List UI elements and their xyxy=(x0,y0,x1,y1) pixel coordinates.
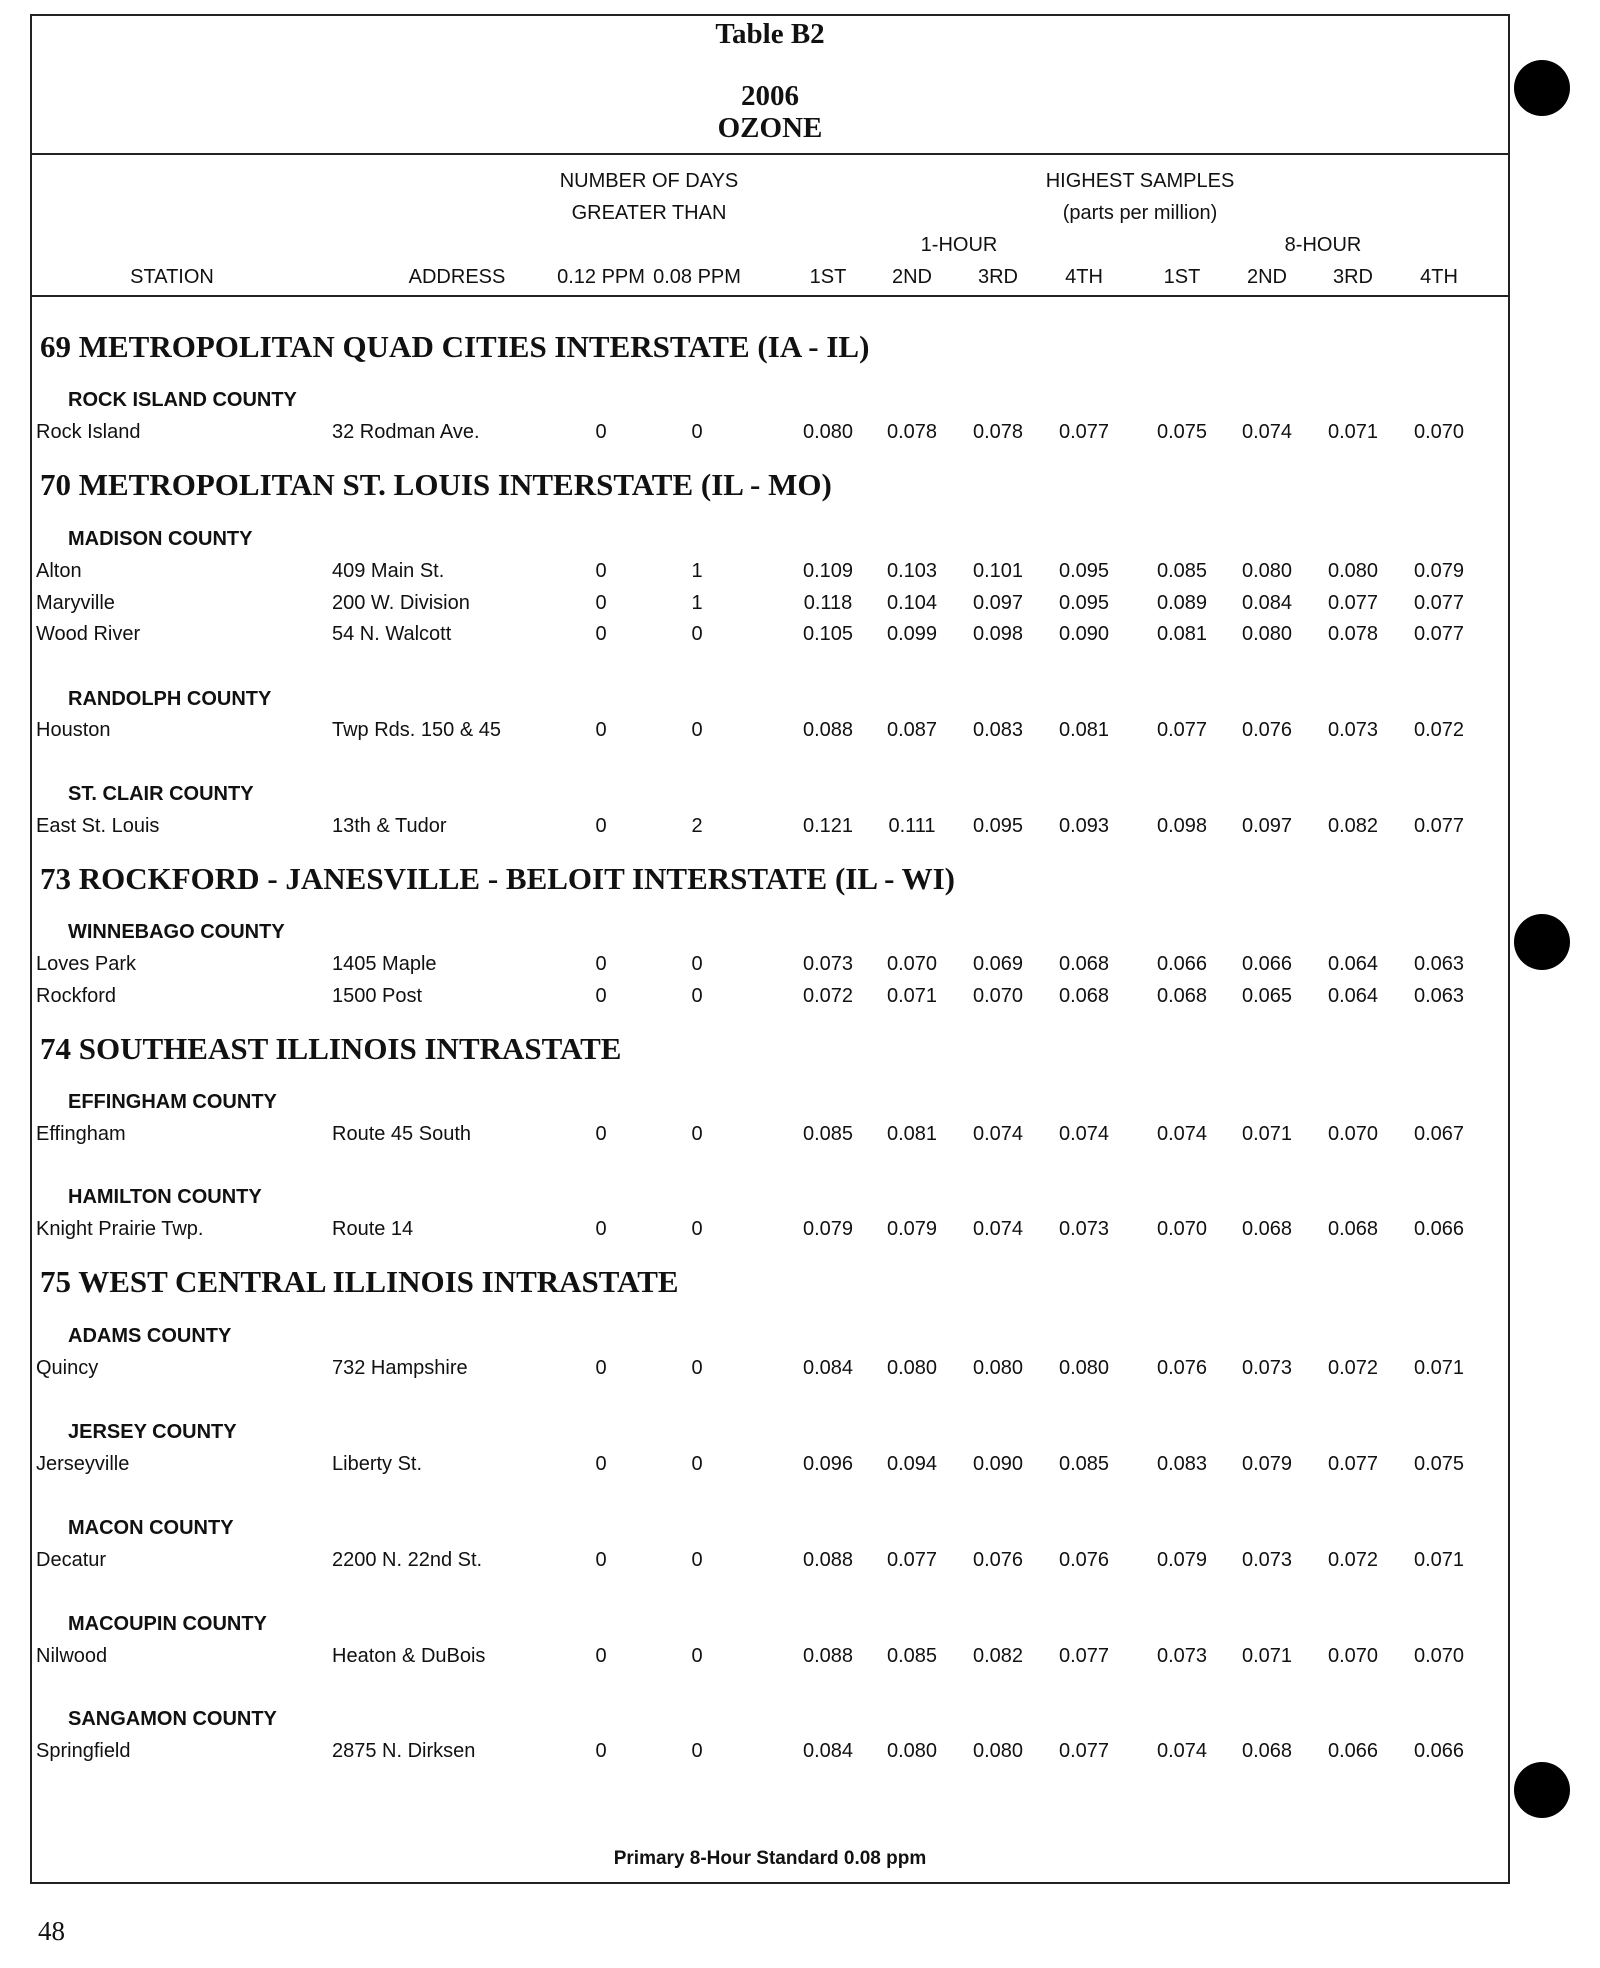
column-headers xyxy=(32,155,1508,297)
h1-1st-cell: 0.088 xyxy=(802,1549,854,1571)
h8-3rd-cell: 0.066 xyxy=(1327,1740,1379,1762)
station-cell: Decatur xyxy=(36,1549,107,1571)
table-row xyxy=(32,623,1508,649)
days-over-008-cell: 0 xyxy=(691,719,703,741)
h8-4th-header: 4TH xyxy=(1420,266,1458,288)
h1-2nd-cell: 0.104 xyxy=(886,592,938,614)
table-row xyxy=(32,560,1508,586)
h8-4th-cell: 0.071 xyxy=(1413,1549,1465,1571)
h8-4th-cell: 0.077 xyxy=(1413,623,1465,645)
h8-3rd-cell: 0.077 xyxy=(1327,1453,1379,1475)
h1-3rd-header: 3RD xyxy=(977,266,1019,288)
h1-1st-cell: 0.088 xyxy=(802,719,854,741)
h8-2nd-cell: 0.066 xyxy=(1241,953,1293,975)
address-cell: 13th & Tudor xyxy=(332,815,447,837)
h8-2nd-cell: 0.068 xyxy=(1241,1218,1293,1240)
station-cell: Alton xyxy=(36,560,82,582)
h8-3rd-cell: 0.068 xyxy=(1327,1218,1379,1240)
h1-4th-cell: 0.081 xyxy=(1058,719,1110,741)
address-cell: 200 W. Division xyxy=(332,592,470,614)
address-cell: 2200 N. 22nd St. xyxy=(332,1549,483,1571)
h1-3rd-cell: 0.070 xyxy=(972,985,1024,1007)
days-over-008-cell: 0 xyxy=(691,1645,703,1667)
table-row xyxy=(32,719,1508,745)
h1-2nd-cell: 0.111 xyxy=(888,815,936,837)
address-cell: 732 Hampshire xyxy=(332,1357,468,1379)
h8-4th-cell: 0.067 xyxy=(1413,1123,1465,1145)
h8-4th-cell: 0.077 xyxy=(1413,592,1465,614)
h1-2nd-cell: 0.085 xyxy=(886,1645,938,1667)
h1-3rd-cell: 0.097 xyxy=(972,592,1024,614)
h1-2nd-cell: 0.078 xyxy=(886,421,938,443)
h8-1st-cell: 0.079 xyxy=(1156,1549,1208,1571)
station-cell: Rock Island xyxy=(36,421,141,443)
h8-2nd-header: 2ND xyxy=(1246,266,1288,288)
days-over-012-cell: 0 xyxy=(595,1740,607,1762)
h8-4th-cell: 0.066 xyxy=(1413,1218,1465,1240)
table-row xyxy=(32,1740,1508,1766)
days-over-008-cell: 0 xyxy=(691,1549,703,1571)
days-over-008-cell: 1 xyxy=(691,592,703,614)
h8-2nd-cell: 0.071 xyxy=(1241,1645,1293,1667)
days-over-008-cell: 0 xyxy=(691,1218,703,1240)
region-heading: 70 METROPOLITAN ST. LOUIS INTERSTATE (IL - MO) xyxy=(40,467,832,502)
h1-3rd-cell: 0.082 xyxy=(972,1645,1024,1667)
table-title: Table B2 xyxy=(715,18,825,50)
days-over-008-cell: 0 xyxy=(691,623,703,645)
h8-2nd-cell: 0.097 xyxy=(1241,815,1293,837)
table-row xyxy=(32,1453,1508,1479)
h8-1st-cell: 0.081 xyxy=(1156,623,1208,645)
h1-3rd-cell: 0.090 xyxy=(972,1453,1024,1475)
h1-2nd-cell: 0.099 xyxy=(886,623,938,645)
h1-3rd-cell: 0.080 xyxy=(972,1357,1024,1379)
page-number: 48 xyxy=(38,1916,65,1946)
highest-samples-header: HIGHEST SAMPLES xyxy=(1045,170,1235,192)
h8-2nd-cell: 0.076 xyxy=(1241,719,1293,741)
address-cell: 32 Rodman Ave. xyxy=(332,421,480,443)
h8-1st-cell: 0.098 xyxy=(1156,815,1208,837)
county-heading: HAMILTON COUNTY xyxy=(68,1186,262,1208)
h8-3rd-cell: 0.077 xyxy=(1327,592,1379,614)
h8-3rd-cell: 0.080 xyxy=(1327,560,1379,582)
table-frame xyxy=(30,14,1510,1884)
binder-hole xyxy=(1514,1762,1570,1818)
region-heading: 75 WEST CENTRAL ILLINOIS INTRASTATE xyxy=(40,1264,679,1299)
station-cell: Nilwood xyxy=(36,1645,108,1667)
h1-2nd-cell: 0.087 xyxy=(886,719,938,741)
county-heading: MACOUPIN COUNTY xyxy=(68,1613,267,1635)
h8-1st-header: 1ST xyxy=(1163,266,1201,288)
h1-4th-cell: 0.068 xyxy=(1058,953,1110,975)
h1-4th-header: 4TH xyxy=(1065,266,1103,288)
table-row xyxy=(32,1123,1508,1149)
days-over-008-cell: 0 xyxy=(691,1453,703,1475)
h1-4th-cell: 0.090 xyxy=(1058,623,1110,645)
h1-1st-cell: 0.109 xyxy=(802,560,854,582)
h1-3rd-cell: 0.095 xyxy=(972,815,1024,837)
county-heading: JERSEY COUNTY xyxy=(68,1421,237,1443)
table-row xyxy=(32,815,1508,841)
ppm008-header: 0.08 PPM xyxy=(653,266,741,288)
table-row xyxy=(32,1645,1508,1671)
h1-1st-cell: 0.118 xyxy=(803,592,853,614)
h8-1st-cell: 0.076 xyxy=(1156,1357,1208,1379)
station-cell: Houston xyxy=(36,719,111,741)
h8-4th-cell: 0.079 xyxy=(1413,560,1465,582)
h8-1st-cell: 0.068 xyxy=(1156,985,1208,1007)
h8-4th-cell: 0.070 xyxy=(1413,421,1465,443)
h1-4th-cell: 0.076 xyxy=(1058,1549,1110,1571)
h8-4th-cell: 0.071 xyxy=(1413,1357,1465,1379)
h8-2nd-cell: 0.065 xyxy=(1241,985,1293,1007)
h8-1st-cell: 0.085 xyxy=(1156,560,1208,582)
h1-1st-header: 1ST xyxy=(809,266,847,288)
days-over-012-cell: 0 xyxy=(595,985,607,1007)
h1-1st-cell: 0.073 xyxy=(802,953,854,975)
h1-1st-cell: 0.072 xyxy=(802,985,854,1007)
address-cell: 54 N. Walcott xyxy=(332,623,452,645)
units-header: (parts per million) xyxy=(1062,202,1218,224)
table-year: 2006 xyxy=(741,80,799,112)
binder-hole xyxy=(1514,60,1570,116)
eight-hour-header: 8-HOUR xyxy=(1284,234,1362,256)
station-header: STATION xyxy=(130,266,214,288)
h1-3rd-cell: 0.069 xyxy=(972,953,1024,975)
h1-2nd-cell: 0.081 xyxy=(886,1123,938,1145)
region-heading: 74 SOUTHEAST ILLINOIS INTRASTATE xyxy=(40,1031,622,1066)
address-cell: 2875 N. Dirksen xyxy=(332,1740,476,1762)
h1-4th-cell: 0.095 xyxy=(1058,592,1110,614)
days-over-008-cell: 0 xyxy=(691,985,703,1007)
h8-1st-cell: 0.075 xyxy=(1156,421,1208,443)
county-heading: RANDOLPH COUNTY xyxy=(68,688,272,710)
county-heading: SANGAMON COUNTY xyxy=(68,1708,277,1730)
days-over-012-cell: 0 xyxy=(595,1549,607,1571)
h1-3rd-cell: 0.076 xyxy=(972,1549,1024,1571)
table-title-block xyxy=(32,16,1508,155)
county-heading: WINNEBAGO COUNTY xyxy=(68,921,285,943)
h8-3rd-cell: 0.078 xyxy=(1327,623,1379,645)
h1-4th-cell: 0.080 xyxy=(1058,1357,1110,1379)
h8-2nd-cell: 0.073 xyxy=(1241,1357,1293,1379)
h1-3rd-cell: 0.101 xyxy=(972,560,1024,582)
one-hour-header: 1-HOUR xyxy=(920,234,998,256)
h8-3rd-cell: 0.072 xyxy=(1327,1357,1379,1379)
days-over-008-cell: 0 xyxy=(691,953,703,975)
days-group-subheader: GREATER THAN xyxy=(571,202,727,224)
station-cell: Wood River xyxy=(36,623,141,645)
h1-2nd-cell: 0.071 xyxy=(886,985,938,1007)
days-over-008-cell: 2 xyxy=(691,815,703,837)
h1-1st-cell: 0.080 xyxy=(802,421,854,443)
days-over-012-cell: 0 xyxy=(595,1453,607,1475)
h8-2nd-cell: 0.079 xyxy=(1241,1453,1293,1475)
h8-1st-cell: 0.073 xyxy=(1156,1645,1208,1667)
h1-2nd-cell: 0.077 xyxy=(886,1549,938,1571)
table-row xyxy=(32,1357,1508,1383)
h8-4th-cell: 0.063 xyxy=(1413,953,1465,975)
h8-2nd-cell: 0.084 xyxy=(1241,592,1293,614)
address-cell: Heaton & DuBois xyxy=(332,1645,486,1667)
h1-4th-cell: 0.068 xyxy=(1058,985,1110,1007)
h1-4th-cell: 0.093 xyxy=(1058,815,1110,837)
h8-3rd-cell: 0.064 xyxy=(1327,953,1379,975)
table-subtitle xyxy=(32,80,1508,144)
address-cell: 1405 Maple xyxy=(332,953,437,975)
h8-3rd-cell: 0.070 xyxy=(1327,1123,1379,1145)
h8-1st-cell: 0.074 xyxy=(1156,1123,1208,1145)
h8-1st-cell: 0.077 xyxy=(1156,719,1208,741)
days-over-012-cell: 0 xyxy=(595,592,607,614)
station-cell: Jerseyville xyxy=(36,1453,130,1475)
h8-4th-cell: 0.066 xyxy=(1413,1740,1465,1762)
days-over-012-cell: 0 xyxy=(595,623,607,645)
h1-3rd-cell: 0.078 xyxy=(972,421,1024,443)
h8-4th-cell: 0.072 xyxy=(1413,719,1465,741)
h8-2nd-cell: 0.071 xyxy=(1241,1123,1293,1145)
h1-2nd-cell: 0.079 xyxy=(886,1218,938,1240)
h1-3rd-cell: 0.083 xyxy=(972,719,1024,741)
h1-2nd-cell: 0.103 xyxy=(886,560,938,582)
days-over-012-cell: 0 xyxy=(595,1645,607,1667)
days-over-008-cell: 0 xyxy=(691,1123,703,1145)
address-cell: Twp Rds. 150 & 45 xyxy=(332,719,501,741)
station-cell: Rockford xyxy=(36,985,117,1007)
address-cell: 1500 Post xyxy=(332,985,423,1007)
table-row xyxy=(32,985,1508,1011)
county-heading: EFFINGHAM COUNTY xyxy=(68,1091,277,1113)
h8-1st-cell: 0.066 xyxy=(1156,953,1208,975)
h8-2nd-cell: 0.073 xyxy=(1241,1549,1293,1571)
table-pollutant: OZONE xyxy=(717,112,823,144)
h8-3rd-cell: 0.070 xyxy=(1327,1645,1379,1667)
days-over-012-cell: 0 xyxy=(595,1123,607,1145)
h8-2nd-cell: 0.068 xyxy=(1241,1740,1293,1762)
station-cell: Knight Prairie Twp. xyxy=(36,1218,204,1240)
h8-1st-cell: 0.089 xyxy=(1156,592,1208,614)
h8-1st-cell: 0.070 xyxy=(1156,1218,1208,1240)
h1-4th-cell: 0.077 xyxy=(1058,1645,1110,1667)
address-cell: Route 45 South xyxy=(332,1123,471,1145)
days-over-012-cell: 0 xyxy=(595,953,607,975)
days-group-header: NUMBER OF DAYS xyxy=(559,170,739,192)
h8-3rd-cell: 0.072 xyxy=(1327,1549,1379,1571)
table-row xyxy=(32,421,1508,447)
h8-4th-cell: 0.063 xyxy=(1413,985,1465,1007)
station-cell: Effingham xyxy=(36,1123,126,1145)
h1-3rd-cell: 0.098 xyxy=(972,623,1024,645)
h1-3rd-cell: 0.080 xyxy=(972,1740,1024,1762)
h1-1st-cell: 0.084 xyxy=(802,1740,854,1762)
h1-4th-cell: 0.073 xyxy=(1058,1218,1110,1240)
county-heading: ROCK ISLAND COUNTY xyxy=(68,389,297,411)
station-cell: Maryville xyxy=(36,592,115,614)
days-over-012-cell: 0 xyxy=(595,719,607,741)
days-over-012-cell: 0 xyxy=(595,560,607,582)
county-heading: ST. CLAIR COUNTY xyxy=(68,783,254,805)
table-row xyxy=(32,953,1508,979)
h1-2nd-header: 2ND xyxy=(891,266,933,288)
address-cell: Route 14 xyxy=(332,1218,414,1240)
h8-4th-cell: 0.070 xyxy=(1413,1645,1465,1667)
address-cell: 409 Main St. xyxy=(332,560,445,582)
table-row xyxy=(32,1218,1508,1244)
table-row xyxy=(32,1549,1508,1575)
h1-1st-cell: 0.088 xyxy=(802,1645,854,1667)
h8-2nd-cell: 0.080 xyxy=(1241,560,1293,582)
h1-4th-cell: 0.095 xyxy=(1058,560,1110,582)
address-cell: Liberty St. xyxy=(332,1453,423,1475)
h1-4th-cell: 0.077 xyxy=(1058,421,1110,443)
h1-3rd-cell: 0.074 xyxy=(972,1218,1024,1240)
county-heading: MACON COUNTY xyxy=(68,1517,234,1539)
region-heading: 73 ROCKFORD - JANESVILLE - BELOIT INTERSTATE (IL - WI) xyxy=(40,861,955,896)
days-over-008-cell: 0 xyxy=(691,1357,703,1379)
h1-2nd-cell: 0.080 xyxy=(886,1740,938,1762)
h8-3rd-cell: 0.082 xyxy=(1327,815,1379,837)
h1-3rd-cell: 0.074 xyxy=(972,1123,1024,1145)
days-over-012-cell: 0 xyxy=(595,1357,607,1379)
days-over-012-cell: 0 xyxy=(595,1218,607,1240)
days-over-008-cell: 0 xyxy=(691,421,703,443)
ppm012-header: 0.12 PPM xyxy=(557,266,645,288)
h1-1st-cell: 0.096 xyxy=(802,1453,854,1475)
h8-2nd-cell: 0.074 xyxy=(1241,421,1293,443)
h1-1st-cell: 0.084 xyxy=(802,1357,854,1379)
h8-3rd-cell: 0.064 xyxy=(1327,985,1379,1007)
station-cell: Loves Park xyxy=(36,953,137,975)
h8-2nd-cell: 0.080 xyxy=(1241,623,1293,645)
binder-hole xyxy=(1514,914,1570,970)
h8-4th-cell: 0.077 xyxy=(1413,815,1465,837)
county-heading: MADISON COUNTY xyxy=(68,528,253,550)
h1-2nd-cell: 0.094 xyxy=(886,1453,938,1475)
h8-3rd-cell: 0.071 xyxy=(1327,421,1379,443)
h8-4th-cell: 0.075 xyxy=(1413,1453,1465,1475)
region-heading: 69 METROPOLITAN QUAD CITIES INTERSTATE (IA - IL) xyxy=(40,329,870,364)
h8-1st-cell: 0.074 xyxy=(1156,1740,1208,1762)
station-cell: East St. Louis xyxy=(36,815,160,837)
h1-1st-cell: 0.121 xyxy=(802,815,854,837)
days-over-008-cell: 1 xyxy=(691,560,703,582)
station-cell: Quincy xyxy=(36,1357,99,1379)
h8-3rd-header: 3RD xyxy=(1332,266,1374,288)
county-heading: ADAMS COUNTY xyxy=(68,1325,232,1347)
days-over-012-cell: 0 xyxy=(595,815,607,837)
h1-1st-cell: 0.085 xyxy=(802,1123,854,1145)
h1-4th-cell: 0.074 xyxy=(1058,1123,1110,1145)
h1-1st-cell: 0.105 xyxy=(802,623,854,645)
address-header: ADDRESS xyxy=(408,266,506,288)
station-cell: Springfield xyxy=(36,1740,131,1762)
days-over-012-cell: 0 xyxy=(595,421,607,443)
footer-note: Primary 8-Hour Standard 0.08 ppm xyxy=(613,1848,927,1869)
table-row xyxy=(32,592,1508,618)
h8-1st-cell: 0.083 xyxy=(1156,1453,1208,1475)
h1-2nd-cell: 0.080 xyxy=(886,1357,938,1379)
h1-4th-cell: 0.085 xyxy=(1058,1453,1110,1475)
h1-1st-cell: 0.079 xyxy=(802,1218,854,1240)
days-over-008-cell: 0 xyxy=(691,1740,703,1762)
h1-4th-cell: 0.077 xyxy=(1058,1740,1110,1762)
h1-2nd-cell: 0.070 xyxy=(886,953,938,975)
h8-3rd-cell: 0.073 xyxy=(1327,719,1379,741)
